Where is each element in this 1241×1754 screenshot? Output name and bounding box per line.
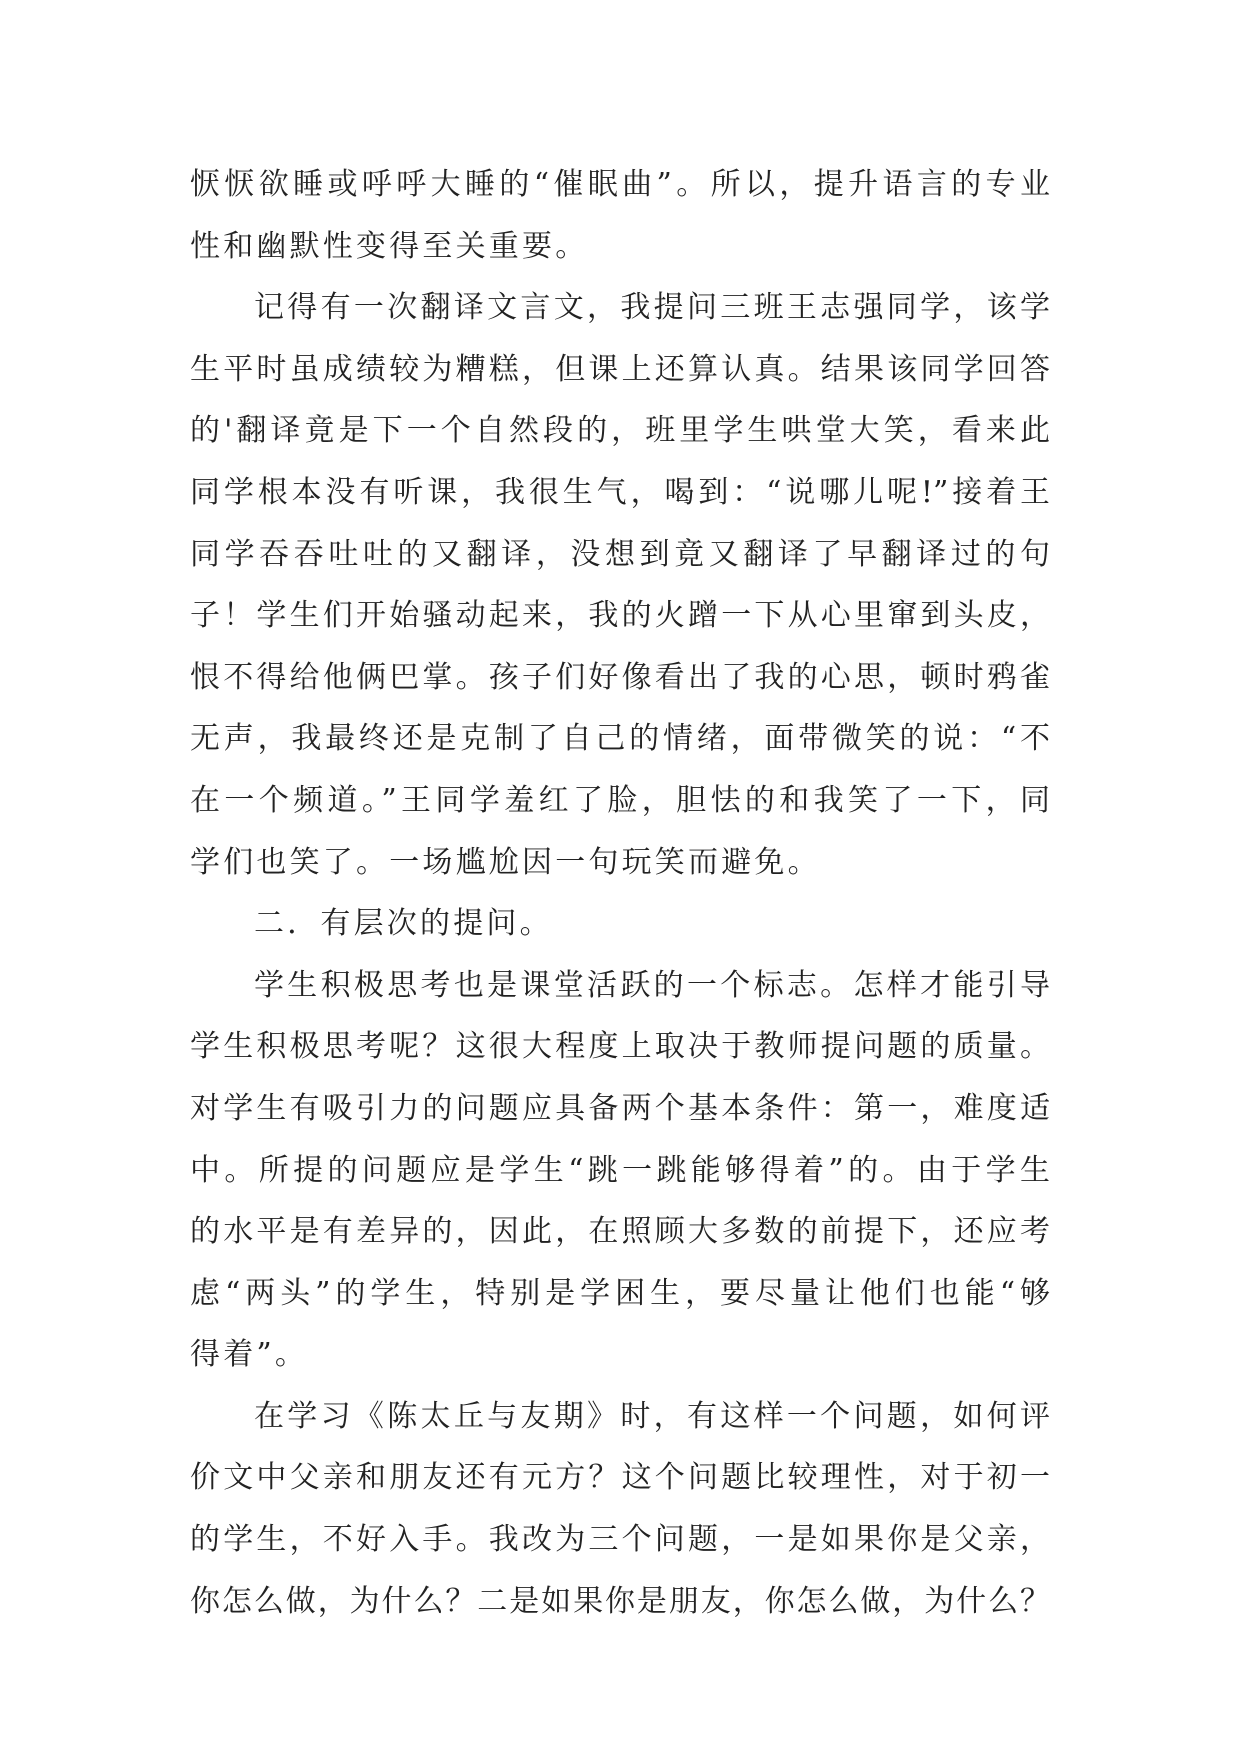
text-line: 学生积极思考呢？这很大程度上取决于教师提问题的质量。 [190,1029,1050,1065]
text-line: 恨不得给他俩巴掌。孩子们好像看出了我的心思，顿时鸦雀 [190,659,1050,695]
body-text [190,154,1050,1632]
text-line: 对学生有吸引力的问题应具备两个基本条件：第一，难度适 [190,1090,1050,1126]
text-line: 的学生，不好入手。我改为三个问题，一是如果你是父亲， [190,1522,1050,1558]
text-line: 学生积极思考也是课堂活跃的一个标志。怎样才能引导 [254,967,1050,1003]
text-line: 性和幽默性变得至关重要。 [190,228,589,264]
text-line: 恹恹欲睡或呼呼大睡的“催眠曲”。所以，提升语言的专业 [190,167,1050,202]
text-line: 在一个频道。”王同学羞红了脸，胆怯的和我笑了一下，同 [190,782,1050,818]
text-line: 学们也笑了。一场尴尬因一句玩笑而避免。 [190,844,821,880]
text-line: 同学根本没有听课，我很生气，喝到：“说哪儿呢!”接着王 [190,474,1050,510]
text-line: 记得有一次翻译文言文，我提问三班王志强同学，该学 [254,290,1050,326]
text-line: 子！学生们开始骚动起来，我的火蹭一下从心里窜到头皮， [190,598,1050,634]
text-line: 的水平是有差异的，因此，在照顾大多数的前提下，还应考 [190,1214,1050,1250]
text-line: 二．有层次的提问。 [254,906,553,942]
text-line: 中。所提的问题应是学生“跳一跳能够得着”的。由于学生 [190,1152,1050,1188]
text-line: 生平时虽成绩较为糟糕，但课上还算认真。结果该同学回答 [190,351,1050,387]
text-line: 得着”。 [190,1337,309,1373]
text-line: 虑“两头”的学生，特别是学困生，要尽量让他们也能“够 [190,1275,1050,1311]
text-line: 同学吞吞吐吐的又翻译，没想到竟又翻译了早翻译过的句 [190,536,1050,572]
text-line: 你怎么做，为什么？二是如果你是朋友，你怎么做，为什么？ [190,1583,1050,1619]
text-line: 无声，我最终还是克制了自己的情绪，面带微笑的说：“不 [190,721,1050,757]
text-line: 在学习《陈太丘与友期》时，有这样一个问题，如何评 [254,1398,1050,1434]
text-line: 的'翻译竟是下一个自然段的，班里学生哄堂大笑，看来此 [190,413,1050,449]
text-line: 价文中父亲和朋友还有元方？这个问题比较理性，对于初一 [190,1460,1050,1496]
